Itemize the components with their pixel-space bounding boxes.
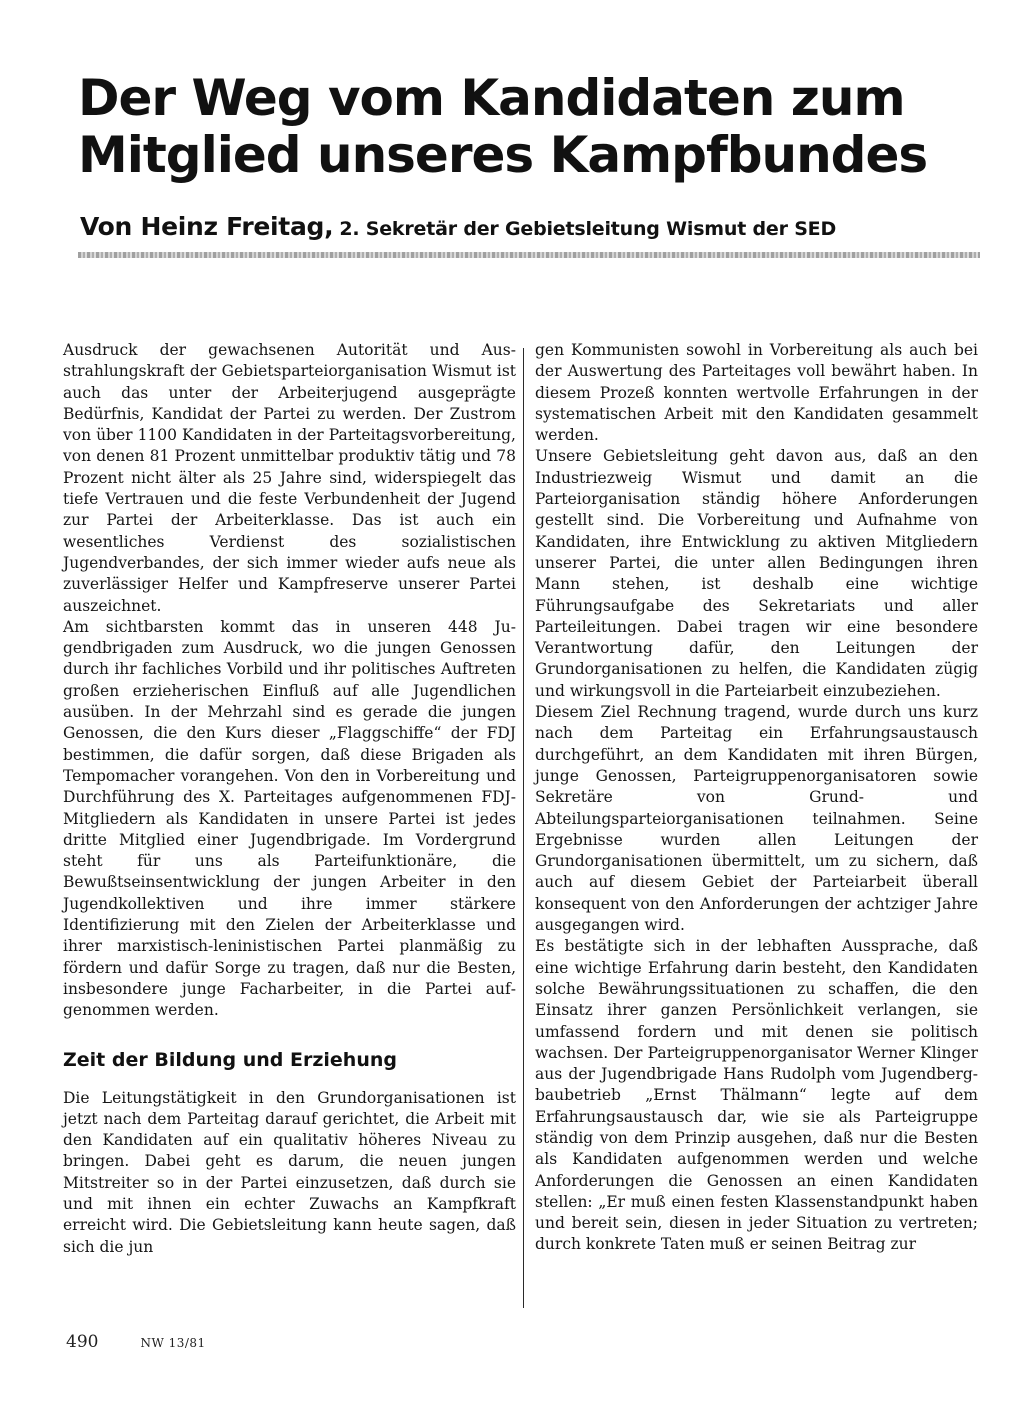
byline-role: 2. Sekretär der Gebietsleitung Wismut der SED xyxy=(339,218,837,240)
right-paragraph-1: gen Kommunisten sowohl in Vorbereitung als auch bei der Auswertung des Parteitages voll bewährt haben. In diesem Prozeß konnten wertvolle Erfahrungen in der systematischen Arbeit mit den Kandidaten gesammelt werden. xyxy=(535,341,978,445)
column-divider xyxy=(523,348,524,1308)
byline-author: Von Heinz Freitag, xyxy=(80,212,334,241)
left-paragraph-1: Ausdruck der gewachsenen Autorität und Ausstrahlungskraft der Gebietsparteiorganisation Wismut ist auch das unter der Arbeiterjugend ausgeprägte Bedürfnis, Kandidat der Partei zu werden. Der Zustrom von über 1100 Kandidaten in der Parteitagsvorbereitung, von denen 81 Prozent unmittelbar produktiv tätig und 78 Prozent nicht älter als 25 Jahre sind, widerspiegelt das tiefe Vertrauen und die feste Verbundenheit der Jugend zur Partei der Arbeiterklasse. Das ist auch ein wesentliches Verdienst des sozialistischen Jugendverbandes, der sich immer wieder aufs neue als zuverlässiger Helfer und Kampfreserve unserer Partei auszeichnet. xyxy=(63,341,516,615)
decorative-rule xyxy=(78,252,980,258)
page-number: 490 xyxy=(66,1332,99,1352)
title-line-2: Mitglied unseres Kampfbundes xyxy=(78,126,928,184)
right-paragraph-2: Unsere Gebietsleitung geht davon aus, daß an den Industriezweig Wismut und damit an die Parteiorganisation ständig höhere Anforderungen gestellt sind. Die Vorbereitung und Aufnahme von Kandidaten, ihre Entwicklung zu aktiven Mitgliedern unserer Partei, die unter allen Bedingungen ihren Mann stehen, ist deshalb eine wichtige Führungsaufgabe des Sekretariats und aller Parteileitungen. Dabei tragen wir eine besondere Verantwortung dafür, den Leitungen der Grundorganisationen zu helfen, die Kandidaten zügig und wirkungsvoll in die Parteiarbeit einzubeziehen. xyxy=(535,447,978,700)
issue-label: NW 13/81 xyxy=(140,1336,206,1350)
article-title xyxy=(78,70,978,184)
right-column xyxy=(535,340,978,1256)
section-heading: Zeit der Bildung und Erziehung xyxy=(63,1048,397,1071)
left-paragraph-3: Die Leitungstätigkeit in den Grundorganisationen ist jetzt nach dem Parteitag darauf gerichtet, die Arbeit mit den Kandidaten auf ein qualitativ höheres Niveau zu bringen. Dabei geht es darum, die neuen jungen Mitstreiter so in der Partei einzusetzen, daß durch sie und mit ihnen ein echter Zuwachs an Kampfkraft erreicht wird. Die Gebietsleitung kann heute sagen, daß sich die jun xyxy=(63,1088,516,1256)
left-paragraph-2: Am sichtbarsten kommt das in unseren 448 Jugendbrigaden zum Ausdruck, wo die jungen Genossen durch ihr fachliches Vorbild und ihr politisches Auftreten großen erzieherischen Einfluß auf alle Jugendlichen ausüben. In der Mehrzahl sind es gerade die jungen Genossen, die den Kurs dieser „Flaggschiffe“ der FDJ bestimmen, die dafür sorgen, daß diese Brigaden als Tempomacher vorangehen. Von den in Vorbereitung und Durchführung des X. Parteitages aufgenommenen FDJ-Mitgliedern als Kandidaten in unsere Partei ist jedes dritte Mitglied einer Jugendbrigade. Im Vordergrund steht für uns als Parteifunktionäre, die Bewußtseinsentwicklung der jungen Arbeiter in den Jugendkollektiven und ihre immer stärkere Identifizierung mit den Zielen der Arbeiterklasse und ihrer marxistisch-leninistischen Partei planmäßig zu fördern und dafür Sorge zu tragen, daß nur die Besten, insbesondere junge Facharbeiter, in die Partei aufgenommen werden. xyxy=(63,617,516,1020)
byline xyxy=(80,212,836,241)
title-line-1: Der Weg vom Kandidaten zum xyxy=(78,69,905,127)
page-footer xyxy=(66,1332,206,1352)
right-paragraph-4: Es bestätigte sich in der lebhaften Aussprache, daß eine wichtige Erfahrung darin besteht, den Kandidaten solche Bewährungssituationen zu schaffen, die den Einsatz ihrer ganzen Persönlichkeit verlangen, sie umfassend fordern und mit denen sie politisch wachsen. Der Parteigruppenorganisator Werner Klinger aus der Jugendbrigade Hans Rudolph vom Jugendbergbaubetrieb „Ernst Thälmann“ legte auf dem Erfahrungsaustausch dar, wie sie als Parteigruppe ständig von dem Prinzip ausgehen, daß nur die Besten als Kandidaten aufgenommen werden und welche Anforderungen die Genossen an einen Kandidaten stellen: „Er muß einen festen Klassenstandpunkt haben und bereit sein, diesen in jeder Situation zu vertreten; durch konkrete Taten muß er seinen Beitrag zur xyxy=(535,937,978,1254)
right-paragraph-3: Diesem Ziel Rechnung tragend, wurde durch uns kurz nach dem Parteitag ein Erfahrungsaustausch durchgeführt, an dem Kandidaten mit ihren Bürgen, junge Genossen, Parteigruppenorganisatoren sowie Sekretäre von Grund- und Abteilungsparteiorganisationen teilnahmen. Seine Ergebnisse wurden allen Leitungen der Grundorganisationen übermittelt, um zu sichern, daß auch auf diesem Gebiet der Parteiarbeit überall konsequent von den Anforderungen der achtziger Jahre ausgegangen wird. xyxy=(535,703,978,935)
left-column xyxy=(63,340,516,1258)
